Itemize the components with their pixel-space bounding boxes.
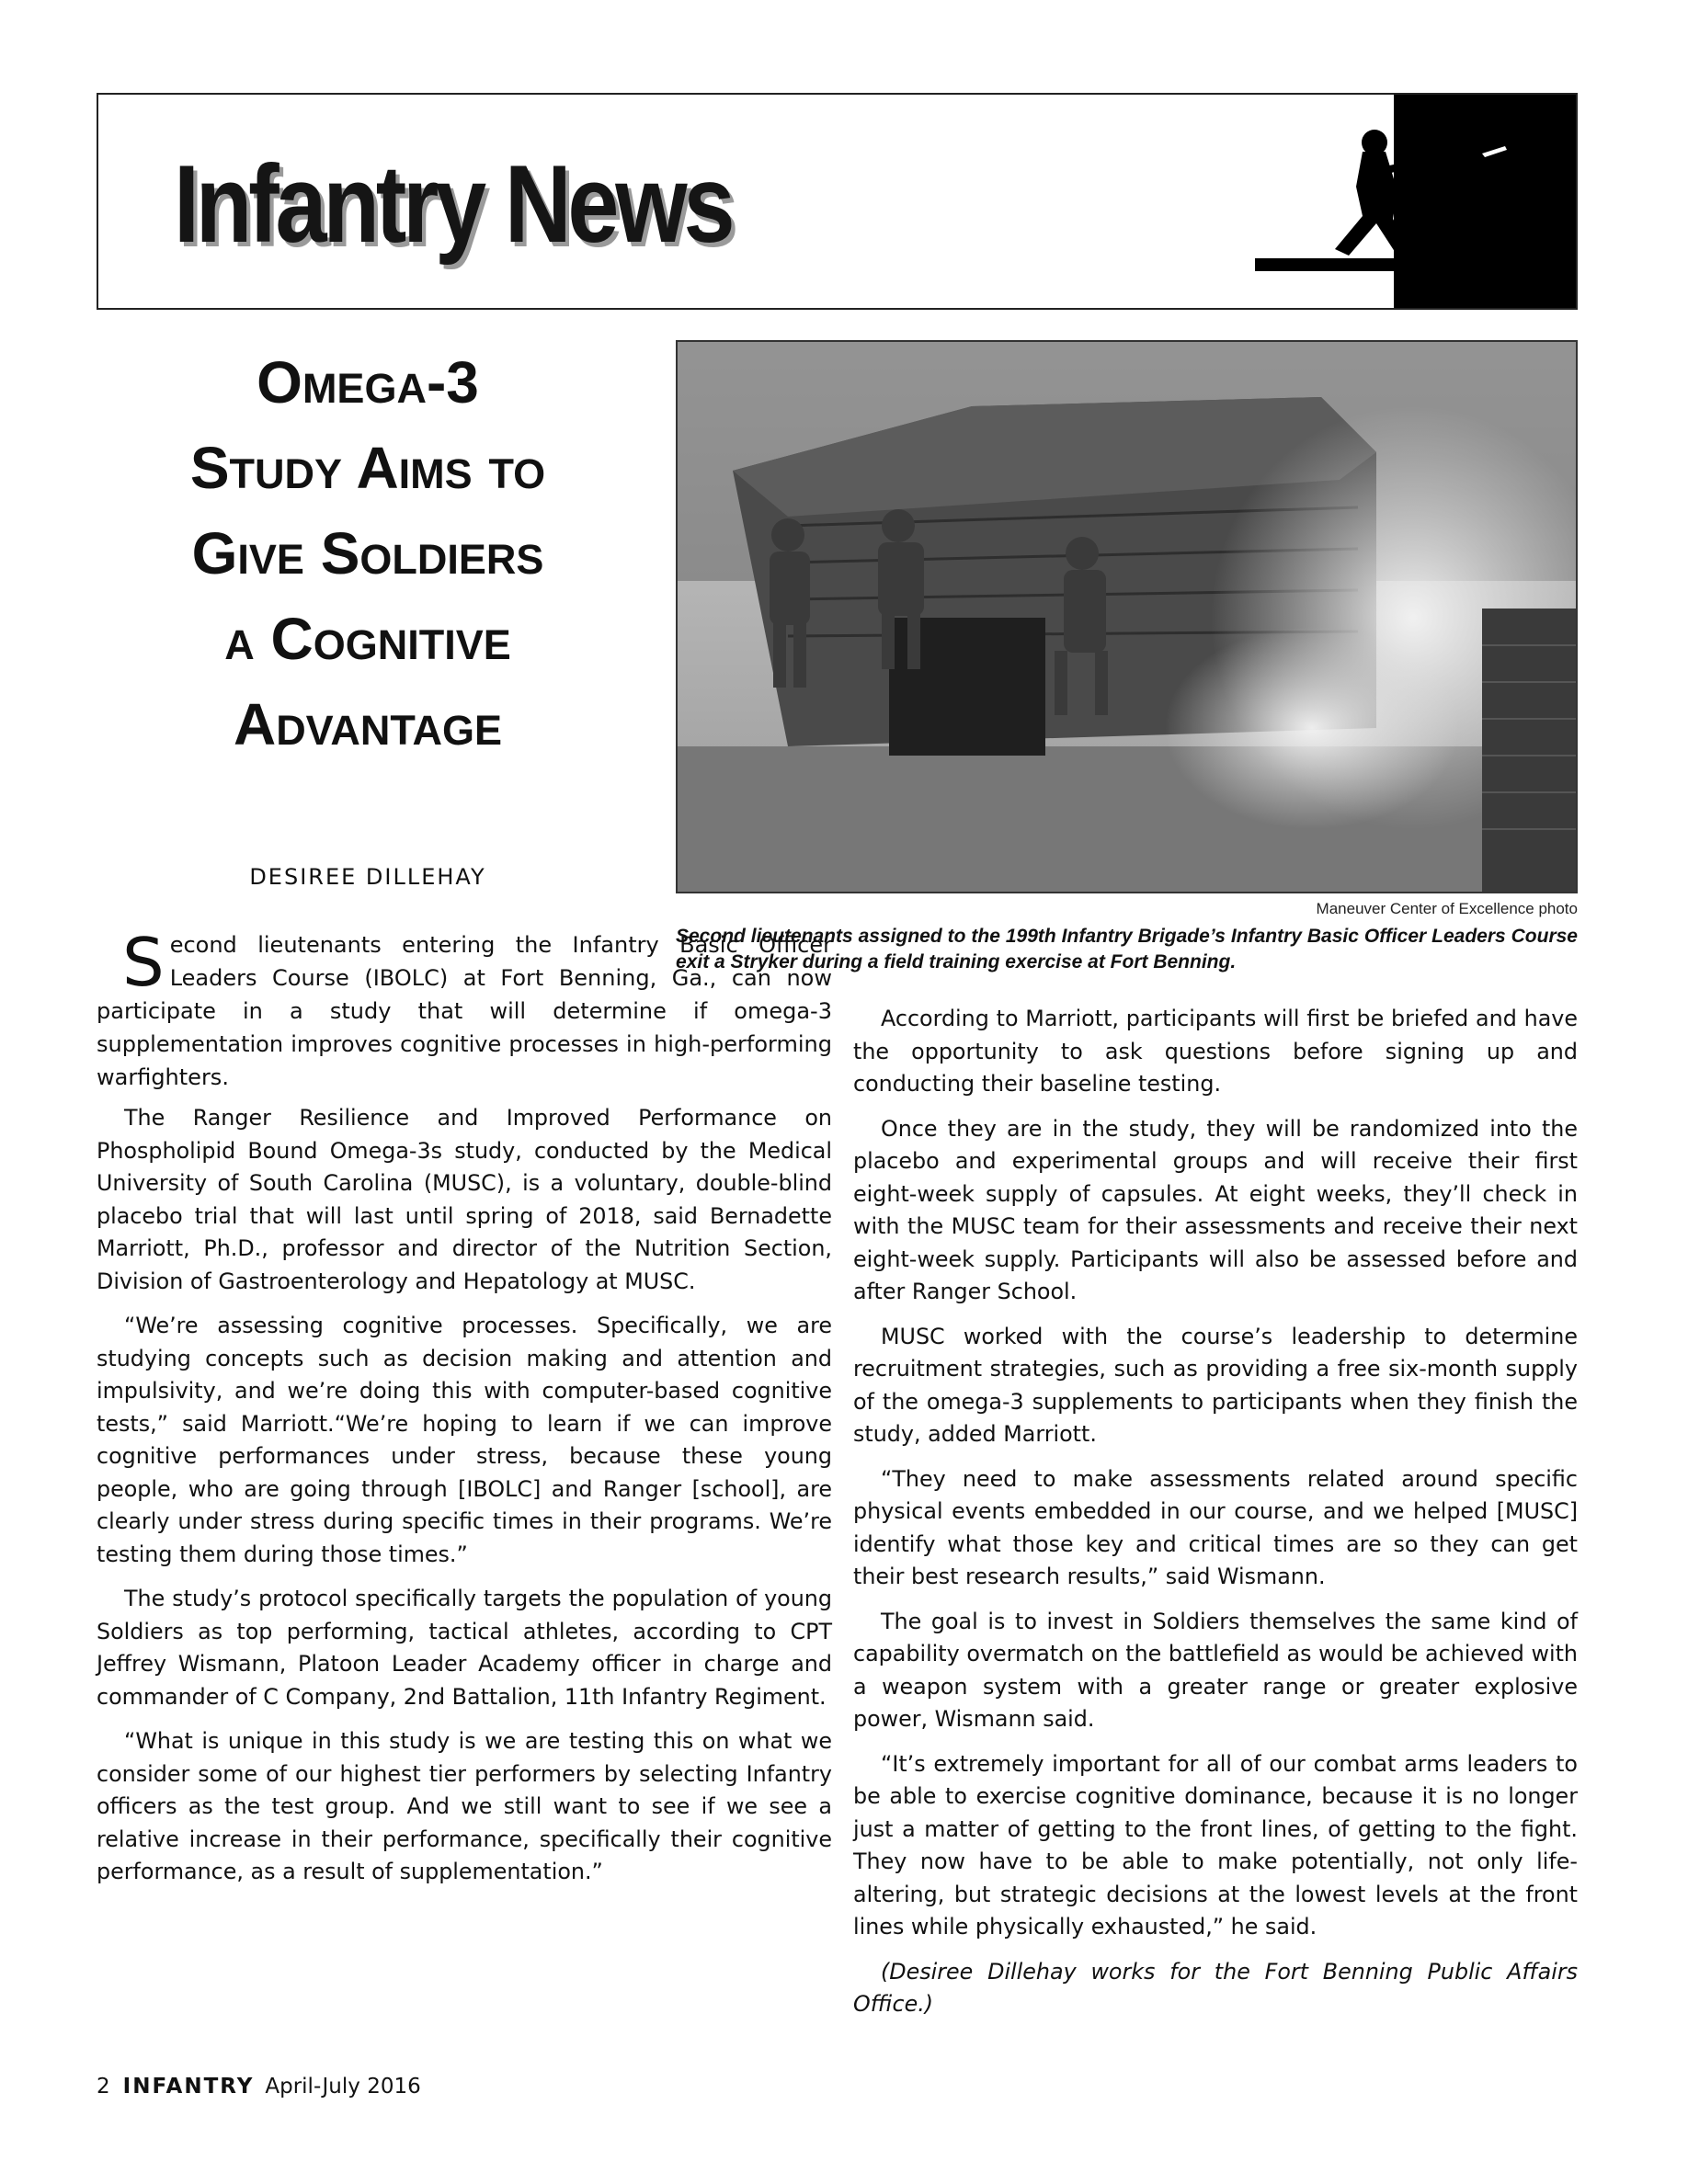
body-paragraph: “We’re assessing cognitive processes. Specifically, we are studying concepts such as decision making and attention and impulsivity, and we’re doing this with computer-based cognitive tests,” said Marriott.“We’re hoping to learn if we can improve cognitive performances under stress, because these young people, who are going through [IBOLC] and Ranger [school], are clearly under stress during specific times in their programs. We’re testing them during those times.” (97, 1313, 832, 1567)
magazine-name: INFANTRY (122, 2075, 255, 2099)
headline-line: Advantage (233, 691, 503, 757)
closing-note: (Desiree Dillehay works for the Fort Benning Public Affairs Office.) (853, 1958, 1578, 2017)
body-paragraph: “It’s extremely important for all of our combat arms leaders to be able to exercise cognitive dominance, because it is no longer just a matter of getting to the front lines, of getting to the fight. They now have to be able to make potentially, not only life-altering, but strategic decisions at the lowest levels at the front lines while physically exhausted,” he said. (853, 1750, 1578, 1939)
body-paragraph: MUSC worked with the course’s leadership to determine recruitment strategies, such as providing a free six-month supply of the omega-3 supplements to participants when they finish the study, added Marriott. (853, 1323, 1578, 1447)
right-column (853, 1003, 1578, 2033)
headline-line: Study Aims to (189, 435, 546, 501)
left-column (97, 1102, 832, 1901)
issue-date: April-July 2016 (265, 2075, 421, 2099)
infantry-news-banner (97, 93, 1578, 310)
body-paragraph: The Ranger Resilience and Improved Performance on Phospholipid Bound Omega-3s study, conducted by the Medical University of South Carolina (MUSC), is a voluntary, double-blind placebo trial that will last until spring of 2018, said Bernadette Marriott, Ph.D., professor and director of the Nutrition Section, Division of Gastroenterology and Hepatology at MUSC. (97, 1105, 832, 1294)
intro-text: econd lieutenants entering the Infantry Basic Officer Leaders Course (IBOLC) at Fort Benning, Ga., can now participate in a study that will determine if omega-3 supplementation improves cognitive processes in high-performing warfighters. (97, 932, 832, 1090)
body-paragraph: The study’s protocol specifically targets the population of young Soldiers as top performing, tactical athletes, according to CPT Jeffrey Wismann, Platoon Leader Academy officer in charge and commander of C Company, 2nd Battalion, 11th Infantry Regiment. (97, 1586, 832, 1710)
soldier-silhouette-icon (1248, 95, 1578, 308)
page-number: 2 (97, 2075, 110, 2099)
banner-title: Infantry News (174, 142, 732, 266)
headline-line: Give Soldiers (191, 520, 544, 586)
photo-caption: Second lieutenants assigned to the 199th Infantry Brigade’s Infantry Basic Officer Leaders Course exit a Stryker during a field training exercise at Fort Benning. (676, 926, 1578, 973)
body-paragraph: According to Marriott, participants will first be briefed and have the opportunity to ask questions before signing up and conducting their baseline testing. (853, 1006, 1578, 1097)
body-paragraph: Once they are in the study, they will be randomized into the placebo and experimental groups and will receive their first eight-week supply of capsules. At eight weeks, they’ll check in with the MUSC team for their assessments and receive their next eight-week supply. Participants will also be assessed before and after Ranger School. (853, 1115, 1578, 1304)
byline: DESIREE DILLEHAY (249, 864, 486, 890)
article-photo (676, 340, 1578, 893)
photo-credit: Maneuver Center of Excellence photo (1316, 900, 1578, 917)
drop-cap: S (122, 924, 165, 1001)
article-headline (92, 340, 644, 768)
page-footer (97, 2075, 421, 2099)
body-paragraph: “What is unique in this study is we are testing this on what we consider some of our highest tier performers by selecting Infantry officers as the test group. And we still want to see if we see a relative increase in their performance, specifically their cognitive performance, as a result of supplementation.” (97, 1728, 832, 1884)
body-paragraph: The goal is to invest in Soldiers themselves the same kind of capability overmatch on the battlefield as would be achieved with a weapon system with a greater range or greater explosive power, Wismann said. (853, 1608, 1578, 1732)
headline-line: a Cognitive (224, 606, 511, 672)
article-intro (97, 924, 832, 1094)
headline-line: Omega-3 (257, 349, 479, 415)
stryker-photo-image (678, 342, 1576, 892)
body-paragraph: “They need to make assessments related around specific physical events embedded in our course, and we helped [MUSC] identify what those key and critical times are so they can get their best research results,” said Wismann. (853, 1465, 1578, 1589)
